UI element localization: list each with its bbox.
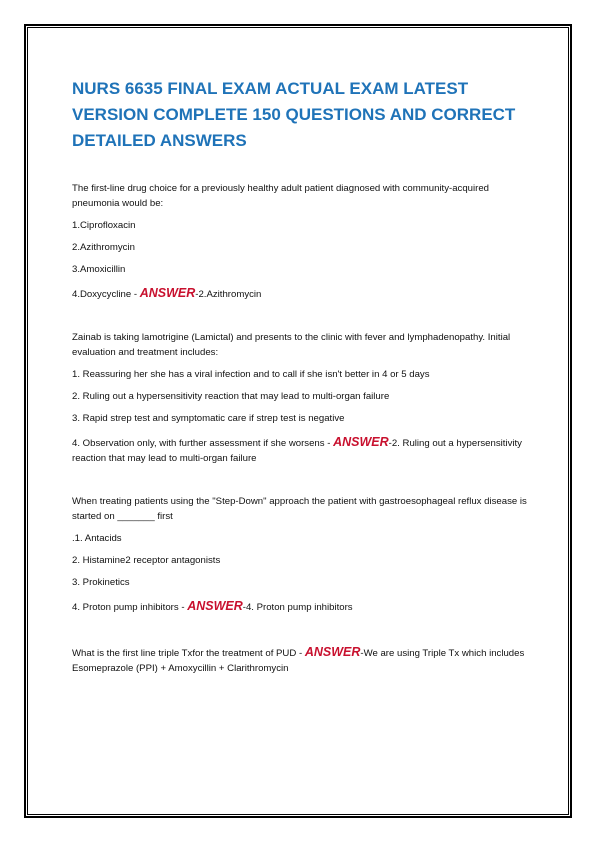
document-body: [72, 76, 532, 676]
answer-label: ANSWER: [187, 599, 243, 613]
question-1: [72, 181, 532, 302]
question-stem: Zainab is taking lamotrigine (Lamictal) and presents to the clinic with fever and lymphadenopathy. Initial evaluation and treatment includes:: [72, 332, 511, 358]
option-with-answer: [72, 435, 532, 466]
document-title: NURS 6635 FINAL EXAM ACTUAL EXAM LATEST VERSION COMPLETE 150 QUESTIONS AND CORRECT DETAILED ANSWERS: [72, 79, 516, 150]
question-stem: The first-line drug choice for a previously healthy adult patient diagnosed with community-acquired pneumonia would be:: [72, 183, 490, 209]
answer-text: -4. Proton pump inhibitors: [242, 602, 353, 613]
question-2: [72, 330, 532, 466]
question-3: [72, 494, 532, 615]
option: 2. Ruling out a hypersensitivity reaction that may lead to multi-organ failure: [72, 391, 390, 402]
option: 2. Histamine2 receptor antagonists: [72, 555, 221, 566]
question-with-answer: [72, 645, 532, 676]
option: 3.Amoxicillin: [72, 264, 126, 275]
answer-label: ANSWER: [139, 286, 196, 300]
option: 1.Ciprofloxacin: [72, 220, 136, 231]
question-4: [72, 645, 532, 676]
answer-label: ANSWER: [304, 645, 361, 659]
option: 3. Rapid strep test and symptomatic care if strep test is negative: [72, 413, 345, 424]
option-with-answer: [72, 599, 532, 615]
option: .1. Antacids: [72, 533, 122, 544]
answer-label: ANSWER: [333, 435, 389, 449]
option-text: 4. Observation only, with further assessment if she worsens -: [72, 438, 334, 449]
answer-text: -2.Azithromycin: [195, 289, 262, 300]
question-stem: What is the first line triple Txfor the treatment of PUD -: [72, 648, 305, 659]
option: 2.Azithromycin: [72, 242, 135, 253]
answer-text: -We are using Triple Tx which includes Esomeprazole (PPI) + Amoxycillin + Clarithromycin: [72, 648, 525, 674]
question-stem: When treating patients using the "Step-Down" approach the patient with gastroesophageal reflux disease is started on _______ first: [72, 496, 527, 522]
option: 1. Reassuring her she has a viral infection and to call if she isn't better in 4 or 5 days: [72, 369, 430, 380]
option: 3. Prokinetics: [72, 577, 130, 588]
option-text: 4. Proton pump inhibitors -: [72, 602, 188, 613]
option-text: 4.Doxycycline -: [72, 289, 140, 300]
answer-text: -2. Ruling out a hypersensitivity reaction that may lead to multi-organ failure: [72, 438, 522, 464]
option-with-answer: [72, 286, 532, 302]
